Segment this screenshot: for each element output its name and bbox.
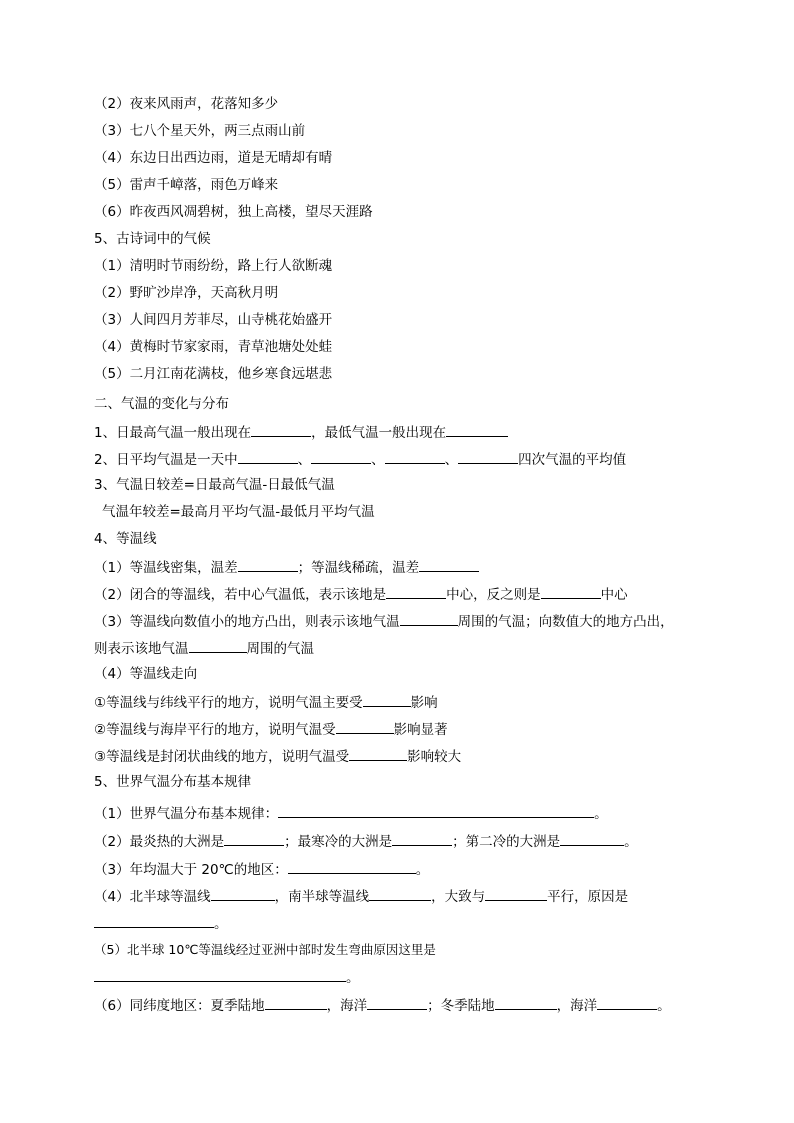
world-temp-item-5: （5）北半球 10℃等温线经过亚洲中部时发生弯曲原因这里是 xyxy=(94,942,436,957)
answer-blank[interactable] xyxy=(485,885,547,901)
poem-line: （3）人间四月芳菲尽，山寺桃花始盛开 xyxy=(94,312,333,328)
world-temp-item-6: （6）同纬度地区：夏季陆地 ，海洋 ；冬季陆地 ，海洋 。 xyxy=(94,994,671,1014)
poem-line: （1）清明时节雨纷纷，路上行人欲断魂 xyxy=(94,258,333,274)
answer-blank[interactable] xyxy=(288,858,416,874)
question-3-annual: 气温年较差=最高月平均气温-最低月平均气温 xyxy=(102,504,375,520)
isotherm-direction-1: ①等温线与纬线平行的地方，说明气温主要受 影响 xyxy=(94,691,438,711)
poem-line: （3）七八个星天外，两三点雨山前 xyxy=(94,123,306,139)
answer-blank[interactable] xyxy=(278,802,594,818)
isotherm-item-1: （1）等温线密集，温差 ；等温线稀疏，温差 xyxy=(94,556,479,576)
answer-blank[interactable] xyxy=(560,830,624,846)
answer-blank[interactable] xyxy=(238,448,298,464)
answer-blank[interactable] xyxy=(392,830,452,846)
answer-blank[interactable] xyxy=(495,994,557,1010)
answer-blank[interactable] xyxy=(211,885,275,901)
world-temp-item-3: （3）年均温大于 20℃的地区： 。 xyxy=(94,858,429,878)
answer-blank[interactable] xyxy=(94,966,346,982)
answer-blank[interactable] xyxy=(336,718,394,734)
question-3: 3、气温日较差=日最高气温-日最低气温 xyxy=(94,477,335,493)
answer-blank[interactable] xyxy=(311,448,371,464)
poem-line: （2）夜来风雨声，花落知多少 xyxy=(94,96,279,112)
isotherm-item-4: （4）等温线走向 xyxy=(94,666,198,682)
isotherm-item-3: （3）等温线向数值小的地方凸出，则表示该地气温 周围的气温；向数值大的地方凸出， xyxy=(94,610,674,630)
poem-line: （5）二月江南花满枝，他乡寒食远堪悲 xyxy=(94,366,333,382)
answer-blank[interactable] xyxy=(386,583,446,599)
answer-blank[interactable] xyxy=(446,421,508,437)
answer-blank[interactable] xyxy=(400,610,458,626)
answer-blank[interactable] xyxy=(224,830,284,846)
poem-line: （6）昨夜西风凋碧树，独上高楼，望尽天涯路 xyxy=(94,204,373,220)
world-temp-item-2: （2）最炎热的大洲是 ；最寒冷的大洲是 ；第二冷的大洲是 。 xyxy=(94,830,638,850)
question-4-heading: 4、等温线 xyxy=(94,531,157,547)
answer-blank[interactable] xyxy=(541,583,601,599)
question-1: 1、日最高气温一般出现在 ，最低气温一般出现在 xyxy=(94,421,508,441)
isotherm-direction-3: ③等温线是封闭状曲线的地方，说明气温受 影响较大 xyxy=(94,745,461,765)
answer-blank[interactable] xyxy=(189,637,247,653)
answer-blank[interactable] xyxy=(363,691,411,707)
answer-blank[interactable] xyxy=(265,994,327,1010)
answer-blank[interactable] xyxy=(458,448,518,464)
answer-blank[interactable] xyxy=(419,556,479,572)
world-temp-item-5-cont: 。 xyxy=(94,966,360,986)
part-heading: 二、气温的变化与分布 xyxy=(94,396,229,412)
question-2: 2、日平均气温是一天中 、 、 、 四次气温的平均值 xyxy=(94,448,626,468)
isotherm-item-3-cont: 则表示该地气温 周围的气温 xyxy=(94,637,314,657)
answer-blank[interactable] xyxy=(251,421,311,437)
poem-line: （4）黄梅时节家家雨，青草池塘处处蛙 xyxy=(94,339,333,355)
answer-blank[interactable] xyxy=(367,994,427,1010)
answer-blank[interactable] xyxy=(385,448,445,464)
isotherm-direction-2: ②等温线与海岸平行的地方，说明气温受 影响显著 xyxy=(94,718,448,738)
world-temp-item-4: （4）北半球等温线 ，南半球等温线 ，大致与 平行，原因是 xyxy=(94,885,628,905)
question-5-heading: 5、世界气温分布基本规律 xyxy=(94,774,252,790)
poem-line: （4）东边日出西边雨，道是无晴却有晴 xyxy=(94,150,333,166)
section-heading: 5、古诗词中的气候 xyxy=(94,231,211,247)
isotherm-item-2: （2）闭合的等温线，若中心气温低，表示该地是 中心，反之则是 中心 xyxy=(94,583,628,603)
poem-line: （5）雷声千嶂落，雨色万峰来 xyxy=(94,177,279,193)
answer-blank[interactable] xyxy=(238,556,298,572)
answer-blank[interactable] xyxy=(369,885,431,901)
answer-blank[interactable] xyxy=(349,745,407,761)
poem-line: （2）野旷沙岸净，天高秋月明 xyxy=(94,285,279,301)
answer-blank[interactable] xyxy=(597,994,657,1010)
answer-blank[interactable] xyxy=(94,912,214,928)
world-temp-item-1: （1）世界气温分布基本规律： 。 xyxy=(94,802,608,822)
world-temp-item-4-cont: 。 xyxy=(94,912,228,932)
